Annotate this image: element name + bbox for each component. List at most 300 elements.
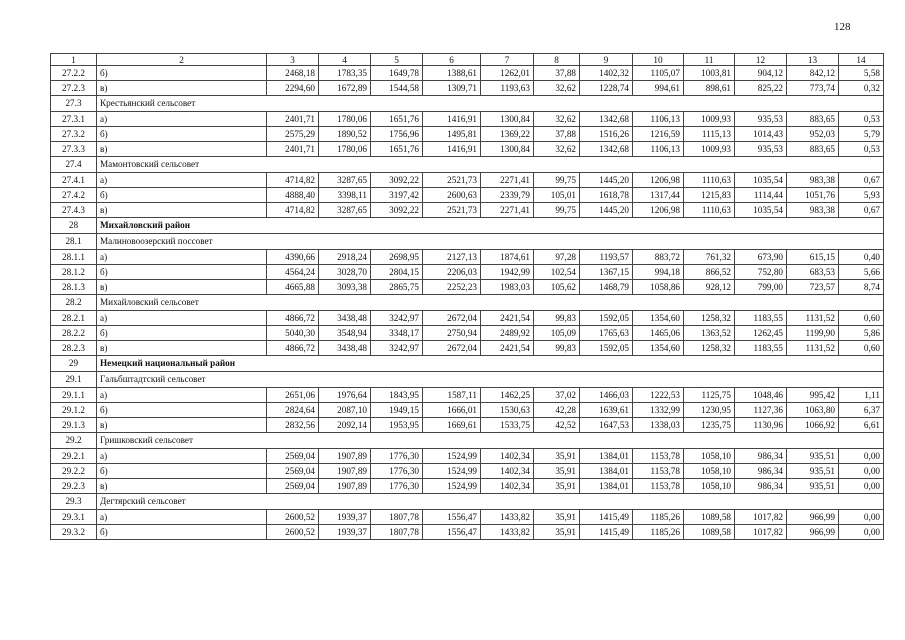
row-code: 28.2.2 bbox=[51, 326, 97, 341]
table-cell: 1258,32 bbox=[684, 311, 735, 326]
table-cell: 1058,10 bbox=[684, 464, 735, 479]
table-cell: 825,22 bbox=[735, 81, 787, 96]
table-cell: 5,66 bbox=[839, 265, 884, 280]
table-cell: 1780,06 bbox=[319, 112, 371, 127]
table-cell: 928,12 bbox=[684, 280, 735, 295]
column-header: 11 bbox=[684, 54, 735, 66]
row-code: 29.2.1 bbox=[51, 449, 97, 464]
table-cell: 752,80 bbox=[735, 265, 787, 280]
table-cell: 3287,65 bbox=[319, 173, 371, 188]
section-row bbox=[51, 96, 884, 112]
table-cell: 2092,14 bbox=[319, 418, 371, 433]
table-cell: 1183,55 bbox=[735, 341, 787, 356]
table-cell: 1369,22 bbox=[481, 127, 534, 142]
table-cell: 773,74 bbox=[787, 81, 839, 96]
table-cell: 1544,58 bbox=[371, 81, 423, 96]
section-row bbox=[51, 234, 884, 250]
row-variant: в) bbox=[97, 280, 267, 295]
table-cell: 966,99 bbox=[787, 510, 839, 525]
table-cell: 842,12 bbox=[787, 66, 839, 81]
table-cell: 1332,99 bbox=[633, 403, 684, 418]
settlement-name: Дегтярский сельсовет bbox=[97, 494, 884, 510]
table-row bbox=[51, 265, 884, 280]
table-cell: 995,42 bbox=[787, 388, 839, 403]
table-cell: 32,62 bbox=[534, 142, 580, 157]
table-row bbox=[51, 127, 884, 142]
table-cell: 1776,30 bbox=[371, 449, 423, 464]
table-cell: 799,00 bbox=[735, 280, 787, 295]
table-cell: 986,34 bbox=[735, 449, 787, 464]
table-cell: 986,34 bbox=[735, 464, 787, 479]
page-number: 128 bbox=[834, 21, 851, 33]
row-code: 28.1 bbox=[51, 234, 97, 250]
table-cell: 3398,11 bbox=[319, 188, 371, 203]
table-cell: 1416,91 bbox=[423, 142, 481, 157]
table-cell: 1807,78 bbox=[371, 525, 423, 540]
settlement-name: Малиновоозерский поссовет bbox=[97, 234, 884, 250]
table-cell: 105,62 bbox=[534, 280, 580, 295]
table-cell: 1402,34 bbox=[481, 479, 534, 494]
table-cell: 1153,78 bbox=[633, 464, 684, 479]
table-cell: 0,00 bbox=[839, 510, 884, 525]
table-cell: 42,52 bbox=[534, 418, 580, 433]
table-cell: 1215,83 bbox=[684, 188, 735, 203]
table-cell: 1495,81 bbox=[423, 127, 481, 142]
table-cell: 5,86 bbox=[839, 326, 884, 341]
table-cell: 37,88 bbox=[534, 127, 580, 142]
table-cell: 99,83 bbox=[534, 341, 580, 356]
table-cell: 0,40 bbox=[839, 250, 884, 265]
table-cell: 935,51 bbox=[787, 449, 839, 464]
table-cell: 1338,03 bbox=[633, 418, 684, 433]
table-cell: 1235,75 bbox=[684, 418, 735, 433]
table-cell: 1110,63 bbox=[684, 203, 735, 218]
table-cell: 1185,26 bbox=[633, 510, 684, 525]
row-variant: б) bbox=[97, 464, 267, 479]
row-code: 28.2.1 bbox=[51, 311, 97, 326]
row-code: 27.4.2 bbox=[51, 188, 97, 203]
table-cell: 1127,36 bbox=[735, 403, 787, 418]
column-header: 6 bbox=[423, 54, 481, 66]
table-cell: 1415,49 bbox=[580, 525, 633, 540]
table-cell: 99,83 bbox=[534, 311, 580, 326]
table-cell: 1114,44 bbox=[735, 188, 787, 203]
table-row bbox=[51, 66, 884, 81]
table-cell: 42,28 bbox=[534, 403, 580, 418]
table-cell: 2521,73 bbox=[423, 203, 481, 218]
table-cell: 1003,81 bbox=[684, 66, 735, 81]
settlement-name: Гришковский сельсовет bbox=[97, 433, 884, 449]
district-row bbox=[51, 218, 884, 234]
table-cell: 1433,82 bbox=[481, 510, 534, 525]
table-cell: 994,61 bbox=[633, 81, 684, 96]
tariff-table bbox=[50, 53, 884, 540]
table-cell: 3438,48 bbox=[319, 311, 371, 326]
table-cell: 1592,05 bbox=[580, 311, 633, 326]
settlement-name: Мамонтовский сельсовет bbox=[97, 157, 884, 173]
table-cell: 1942,99 bbox=[481, 265, 534, 280]
row-code: 28.2 bbox=[51, 295, 97, 311]
table-cell: 2698,95 bbox=[371, 250, 423, 265]
table-cell: 99,75 bbox=[534, 203, 580, 218]
table-cell: 2271,41 bbox=[481, 173, 534, 188]
table-row bbox=[51, 510, 884, 525]
table-cell: 1384,01 bbox=[580, 449, 633, 464]
table-cell: 6,37 bbox=[839, 403, 884, 418]
table-cell: 1618,78 bbox=[580, 188, 633, 203]
table-cell: 2489,92 bbox=[481, 326, 534, 341]
table-cell: 0,60 bbox=[839, 311, 884, 326]
row-code: 27.3.3 bbox=[51, 142, 97, 157]
row-code: 29.1 bbox=[51, 372, 97, 388]
table-cell: 1874,61 bbox=[481, 250, 534, 265]
table-cell: 1300,84 bbox=[481, 112, 534, 127]
table-cell: 2569,04 bbox=[267, 464, 319, 479]
table-cell: 1125,75 bbox=[684, 388, 735, 403]
table-cell: 1445,20 bbox=[580, 203, 633, 218]
table-cell: 1228,74 bbox=[580, 81, 633, 96]
row-variant: а) bbox=[97, 173, 267, 188]
row-code: 29.1.2 bbox=[51, 403, 97, 418]
section-row bbox=[51, 372, 884, 388]
table-cell: 1783,35 bbox=[319, 66, 371, 81]
table-cell: 1556,47 bbox=[423, 510, 481, 525]
settlement-name: Гальбштадтский сельсовет bbox=[97, 372, 884, 388]
table-cell: 1262,45 bbox=[735, 326, 787, 341]
table-cell: 1953,95 bbox=[371, 418, 423, 433]
column-header: 8 bbox=[534, 54, 580, 66]
table-cell: 1185,26 bbox=[633, 525, 684, 540]
table-cell: 1402,32 bbox=[580, 66, 633, 81]
table-cell: 4866,72 bbox=[267, 341, 319, 356]
table-cell: 1524,99 bbox=[423, 449, 481, 464]
table-cell: 99,75 bbox=[534, 173, 580, 188]
row-variant: а) bbox=[97, 250, 267, 265]
column-header: 2 bbox=[97, 54, 267, 66]
table-cell: 3093,38 bbox=[319, 280, 371, 295]
district-row bbox=[51, 356, 884, 372]
settlement-name: Михайловский сельсовет bbox=[97, 295, 884, 311]
row-code: 29.3.2 bbox=[51, 525, 97, 540]
table-cell: 935,51 bbox=[787, 479, 839, 494]
table-cell: 32,62 bbox=[534, 112, 580, 127]
table-cell: 1445,20 bbox=[580, 173, 633, 188]
table-cell: 1354,60 bbox=[633, 341, 684, 356]
column-header: 14 bbox=[839, 54, 884, 66]
table-cell: 4714,82 bbox=[267, 173, 319, 188]
table-cell: 1193,57 bbox=[580, 250, 633, 265]
table-row bbox=[51, 203, 884, 218]
table-cell: 1776,30 bbox=[371, 464, 423, 479]
table-cell: 2271,41 bbox=[481, 203, 534, 218]
table-cell: 1416,91 bbox=[423, 112, 481, 127]
table-cell: 105,01 bbox=[534, 188, 580, 203]
table-cell: 2521,73 bbox=[423, 173, 481, 188]
table-cell: 1153,78 bbox=[633, 449, 684, 464]
column-header: 3 bbox=[267, 54, 319, 66]
table-cell: 1672,89 bbox=[319, 81, 371, 96]
row-variant: а) bbox=[97, 112, 267, 127]
table-cell: 1130,96 bbox=[735, 418, 787, 433]
row-variant: а) bbox=[97, 388, 267, 403]
table-cell: 2294,60 bbox=[267, 81, 319, 96]
table-row bbox=[51, 479, 884, 494]
table-row bbox=[51, 326, 884, 341]
table-cell: 1206,98 bbox=[633, 173, 684, 188]
row-code: 27.3 bbox=[51, 96, 97, 112]
row-variant: б) bbox=[97, 188, 267, 203]
table-cell: 2672,04 bbox=[423, 311, 481, 326]
table-cell: 1756,96 bbox=[371, 127, 423, 142]
table-cell: 0,00 bbox=[839, 464, 884, 479]
table-cell: 0,00 bbox=[839, 479, 884, 494]
district-name: Немецкий национальный район bbox=[97, 356, 884, 372]
table-cell: 35,91 bbox=[534, 479, 580, 494]
table-cell: 2575,29 bbox=[267, 127, 319, 142]
row-code: 29.1.3 bbox=[51, 418, 97, 433]
table-cell: 2600,52 bbox=[267, 510, 319, 525]
table-cell: 35,91 bbox=[534, 449, 580, 464]
table-cell: 1110,63 bbox=[684, 173, 735, 188]
table-row bbox=[51, 403, 884, 418]
table-cell: 966,99 bbox=[787, 525, 839, 540]
table-cell: 1388,61 bbox=[423, 66, 481, 81]
row-variant: б) bbox=[97, 403, 267, 418]
table-cell: 0,67 bbox=[839, 173, 884, 188]
table-cell: 866,52 bbox=[684, 265, 735, 280]
table-cell: 1009,93 bbox=[684, 112, 735, 127]
table-cell: 3348,17 bbox=[371, 326, 423, 341]
table-cell: 1939,37 bbox=[319, 525, 371, 540]
table-cell: 1765,63 bbox=[580, 326, 633, 341]
table-cell: 2468,18 bbox=[267, 66, 319, 81]
table-cell: 1017,82 bbox=[735, 525, 787, 540]
table-cell: 2339,79 bbox=[481, 188, 534, 203]
table-cell: 6,61 bbox=[839, 418, 884, 433]
column-header: 10 bbox=[633, 54, 684, 66]
table-cell: 1468,79 bbox=[580, 280, 633, 295]
table-cell: 1089,58 bbox=[684, 510, 735, 525]
table-cell: 1976,64 bbox=[319, 388, 371, 403]
table-cell: 986,34 bbox=[735, 479, 787, 494]
table-cell: 32,62 bbox=[534, 81, 580, 96]
table-cell: 1776,30 bbox=[371, 479, 423, 494]
section-row bbox=[51, 157, 884, 173]
table-cell: 4665,88 bbox=[267, 280, 319, 295]
row-code: 29.3 bbox=[51, 494, 97, 510]
table-cell: 1530,63 bbox=[481, 403, 534, 418]
row-variant: а) bbox=[97, 311, 267, 326]
table-cell: 2569,04 bbox=[267, 449, 319, 464]
row-code: 28.1.3 bbox=[51, 280, 97, 295]
table-cell: 3028,70 bbox=[319, 265, 371, 280]
table-cell: 1153,78 bbox=[633, 479, 684, 494]
table-cell: 1300,84 bbox=[481, 142, 534, 157]
row-code: 29.2 bbox=[51, 433, 97, 449]
table-cell: 1317,44 bbox=[633, 188, 684, 203]
table-cell: 883,72 bbox=[633, 250, 684, 265]
table-cell: 1843,95 bbox=[371, 388, 423, 403]
table-cell: 1367,15 bbox=[580, 265, 633, 280]
section-row bbox=[51, 433, 884, 449]
table-cell: 1342,68 bbox=[580, 142, 633, 157]
section-row bbox=[51, 494, 884, 510]
row-code: 29.2.3 bbox=[51, 479, 97, 494]
table-cell: 4714,82 bbox=[267, 203, 319, 218]
table-cell: 35,91 bbox=[534, 525, 580, 540]
column-header: 7 bbox=[481, 54, 534, 66]
table-cell: 1222,53 bbox=[633, 388, 684, 403]
table-cell: 1035,54 bbox=[735, 203, 787, 218]
table-cell: 1384,01 bbox=[580, 479, 633, 494]
table-cell: 935,51 bbox=[787, 464, 839, 479]
table-cell: 1533,75 bbox=[481, 418, 534, 433]
table-cell: 4564,24 bbox=[267, 265, 319, 280]
table-cell: 1058,86 bbox=[633, 280, 684, 295]
table-cell: 1939,37 bbox=[319, 510, 371, 525]
table-cell: 1651,76 bbox=[371, 112, 423, 127]
column-header: 9 bbox=[580, 54, 633, 66]
table-cell: 4866,72 bbox=[267, 311, 319, 326]
table-cell: 883,65 bbox=[787, 112, 839, 127]
table-row bbox=[51, 341, 884, 356]
table-cell: 0,60 bbox=[839, 341, 884, 356]
table-cell: 2804,15 bbox=[371, 265, 423, 280]
table-cell: 1651,76 bbox=[371, 142, 423, 157]
row-variant: в) bbox=[97, 142, 267, 157]
table-cell: 0,53 bbox=[839, 112, 884, 127]
table-row bbox=[51, 525, 884, 540]
table-cell: 5,93 bbox=[839, 188, 884, 203]
column-header: 13 bbox=[787, 54, 839, 66]
table-row bbox=[51, 280, 884, 295]
row-code: 29.2.2 bbox=[51, 464, 97, 479]
table-cell: 1524,99 bbox=[423, 479, 481, 494]
table-cell: 2824,64 bbox=[267, 403, 319, 418]
table-row bbox=[51, 418, 884, 433]
row-code: 27.3.2 bbox=[51, 127, 97, 142]
table-cell: 1089,58 bbox=[684, 525, 735, 540]
table-cell: 1309,71 bbox=[423, 81, 481, 96]
table-cell: 2421,54 bbox=[481, 311, 534, 326]
table-cell: 935,53 bbox=[735, 112, 787, 127]
table-cell: 1384,01 bbox=[580, 464, 633, 479]
row-variant: б) bbox=[97, 326, 267, 341]
table-cell: 1258,32 bbox=[684, 341, 735, 356]
table-cell: 952,03 bbox=[787, 127, 839, 142]
row-code: 27.4 bbox=[51, 157, 97, 173]
row-code: 29.1.1 bbox=[51, 388, 97, 403]
row-variant: б) bbox=[97, 265, 267, 280]
table-cell: 97,28 bbox=[534, 250, 580, 265]
table-cell: 2421,54 bbox=[481, 341, 534, 356]
row-code: 27.2.2 bbox=[51, 66, 97, 81]
table-cell: 0,00 bbox=[839, 449, 884, 464]
table-cell: 1066,92 bbox=[787, 418, 839, 433]
table-cell: 983,38 bbox=[787, 203, 839, 218]
table-cell: 994,18 bbox=[633, 265, 684, 280]
row-variant: а) bbox=[97, 449, 267, 464]
row-code: 27.3.1 bbox=[51, 112, 97, 127]
table-cell: 37,02 bbox=[534, 388, 580, 403]
row-variant: в) bbox=[97, 479, 267, 494]
table-cell: 35,91 bbox=[534, 464, 580, 479]
table-cell: 2127,13 bbox=[423, 250, 481, 265]
table-cell: 5040,30 bbox=[267, 326, 319, 341]
table-cell: 3548,94 bbox=[319, 326, 371, 341]
row-code: 27.4.3 bbox=[51, 203, 97, 218]
table-cell: 1115,13 bbox=[684, 127, 735, 142]
table-row bbox=[51, 81, 884, 96]
row-variant: б) bbox=[97, 127, 267, 142]
table-body bbox=[51, 66, 884, 540]
table-row bbox=[51, 188, 884, 203]
table-cell: 673,90 bbox=[735, 250, 787, 265]
table-cell: 2401,71 bbox=[267, 142, 319, 157]
table-cell: 1199,90 bbox=[787, 326, 839, 341]
table-cell: 1402,34 bbox=[481, 449, 534, 464]
table-cell: 1907,89 bbox=[319, 479, 371, 494]
column-header: 4 bbox=[319, 54, 371, 66]
table-cell: 37,88 bbox=[534, 66, 580, 81]
table-cell: 0,32 bbox=[839, 81, 884, 96]
table-cell: 615,15 bbox=[787, 250, 839, 265]
table-cell: 5,79 bbox=[839, 127, 884, 142]
table-cell: 1183,55 bbox=[735, 311, 787, 326]
row-variant: в) bbox=[97, 81, 267, 96]
table-cell: 3092,22 bbox=[371, 203, 423, 218]
table-cell: 1063,80 bbox=[787, 403, 839, 418]
row-code: 27.2.3 bbox=[51, 81, 97, 96]
table-row bbox=[51, 173, 884, 188]
table-cell: 1949,15 bbox=[371, 403, 423, 418]
table-cell: 4390,66 bbox=[267, 250, 319, 265]
row-variant: в) bbox=[97, 203, 267, 218]
table-cell: 1,11 bbox=[839, 388, 884, 403]
table-cell: 1462,25 bbox=[481, 388, 534, 403]
table-cell: 1807,78 bbox=[371, 510, 423, 525]
row-code: 28.1.2 bbox=[51, 265, 97, 280]
table-row bbox=[51, 388, 884, 403]
table-cell: 1017,82 bbox=[735, 510, 787, 525]
table-cell: 2750,94 bbox=[423, 326, 481, 341]
table-cell: 2087,10 bbox=[319, 403, 371, 418]
table-cell: 1262,01 bbox=[481, 66, 534, 81]
table-cell: 1433,82 bbox=[481, 525, 534, 540]
table-cell: 2252,23 bbox=[423, 280, 481, 295]
table-cell: 935,53 bbox=[735, 142, 787, 157]
column-header: 12 bbox=[735, 54, 787, 66]
row-variant: в) bbox=[97, 418, 267, 433]
table-cell: 1415,49 bbox=[580, 510, 633, 525]
table-cell: 102,54 bbox=[534, 265, 580, 280]
table-cell: 35,91 bbox=[534, 510, 580, 525]
table-row bbox=[51, 311, 884, 326]
table-cell: 1649,78 bbox=[371, 66, 423, 81]
table-cell: 1587,11 bbox=[423, 388, 481, 403]
table-cell: 1516,26 bbox=[580, 127, 633, 142]
table-row bbox=[51, 449, 884, 464]
table-cell: 2651,06 bbox=[267, 388, 319, 403]
table-cell: 3092,22 bbox=[371, 173, 423, 188]
table-cell: 4888,40 bbox=[267, 188, 319, 203]
table-cell: 5,58 bbox=[839, 66, 884, 81]
table-cell: 683,53 bbox=[787, 265, 839, 280]
table-cell: 1907,89 bbox=[319, 464, 371, 479]
table-row bbox=[51, 142, 884, 157]
table-cell: 1048,46 bbox=[735, 388, 787, 403]
table-cell: 3242,97 bbox=[371, 311, 423, 326]
